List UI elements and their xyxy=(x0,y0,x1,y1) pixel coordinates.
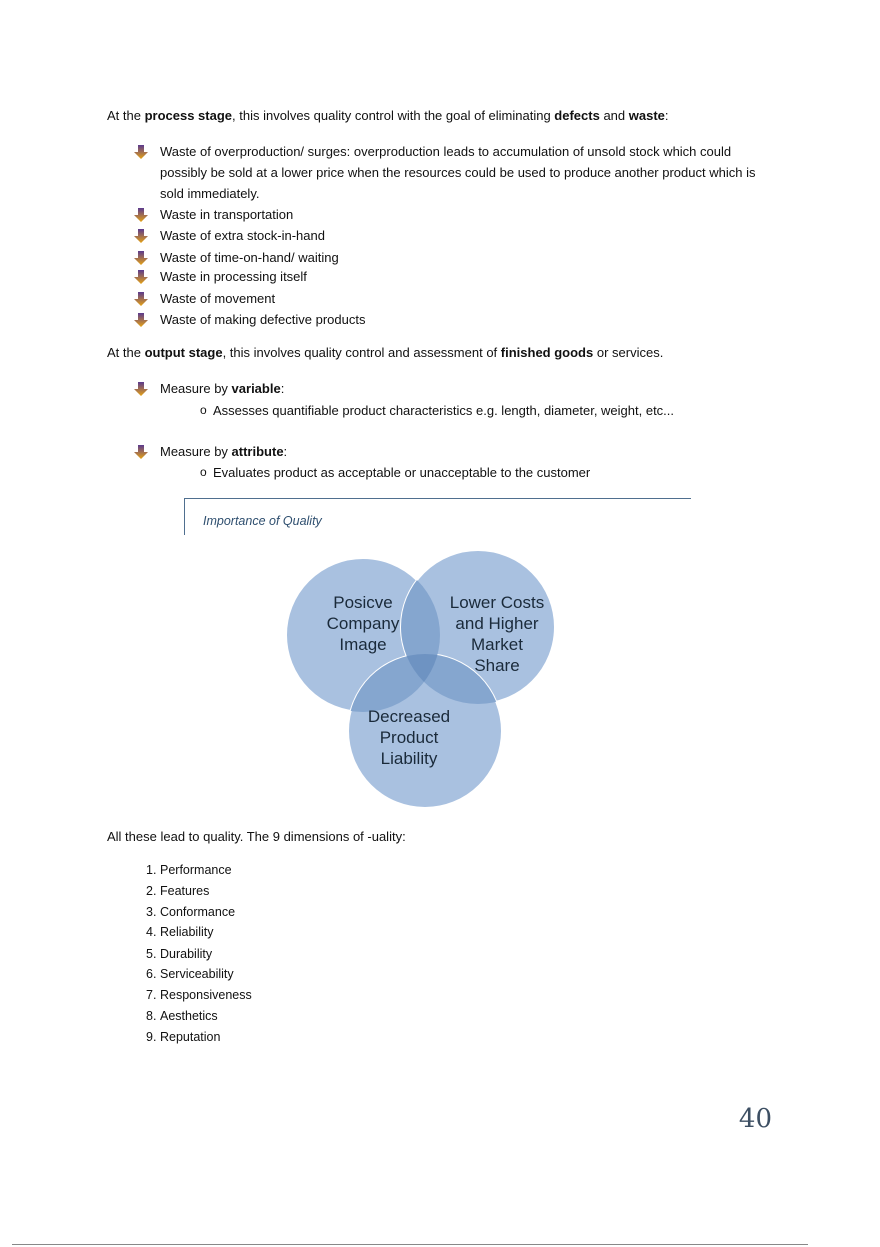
venn-label-product-liability: Decreased Product Liability xyxy=(367,707,451,768)
list-item xyxy=(146,947,212,961)
bold-text: defects xyxy=(554,108,600,123)
arrow-down-bullet-icon xyxy=(134,229,148,243)
text: , this involves quality control with the goal of eliminating xyxy=(232,108,555,123)
list-item xyxy=(146,988,252,1002)
list-number: 6. xyxy=(146,967,157,981)
arrow-down-bullet-icon xyxy=(134,145,148,159)
list-item-text: Features xyxy=(160,884,210,898)
text: : xyxy=(280,381,285,396)
text: : xyxy=(664,108,669,123)
list-number: 7. xyxy=(146,988,157,1002)
arrow-down-bullet-icon xyxy=(134,292,148,306)
text: At the xyxy=(107,345,145,360)
figure-caption-box xyxy=(184,498,691,535)
dimensions-intro: All these lead to quality. The 9 dimensions of -uality: xyxy=(107,829,406,844)
list-item xyxy=(146,1030,220,1044)
list-item xyxy=(146,884,209,898)
bullet-text: Waste of time-on-hand/ waiting xyxy=(160,250,339,265)
list-number: 3. xyxy=(146,905,157,919)
sub-list-item xyxy=(200,403,674,418)
list-item-text: Conformance xyxy=(160,905,236,919)
list-item-text: Reliability xyxy=(160,925,214,939)
text: : xyxy=(283,444,288,459)
list-item xyxy=(134,144,784,204)
list-item xyxy=(134,312,784,330)
bullet-text: Waste of extra stock-in-hand xyxy=(160,228,325,243)
sub-item-text: Assesses quantifiable product characteristics e.g. length, diameter, weight, etc... xyxy=(213,403,675,418)
list-item-text: Reputation xyxy=(160,1030,221,1044)
bold-text: output stage xyxy=(144,345,223,360)
list-item xyxy=(146,1009,218,1023)
list-item xyxy=(146,925,214,939)
arrow-down-bullet-icon xyxy=(134,313,148,327)
sub-item-text: Evaluates product as acceptable or unacceptable to the customer xyxy=(213,465,591,480)
list-item xyxy=(134,228,784,246)
sub-list-item xyxy=(200,465,590,480)
footer-divider xyxy=(12,1244,808,1245)
list-item xyxy=(134,269,784,287)
arrow-down-bullet-icon xyxy=(134,382,148,396)
list-item-text: Performance xyxy=(160,863,232,877)
list-item xyxy=(146,905,235,919)
measure-attribute-item xyxy=(134,444,784,462)
text: , this involves quality control and assessment of xyxy=(222,345,501,360)
text: Measure by xyxy=(160,444,232,459)
bold-text: process stage xyxy=(144,108,233,123)
list-number: 5. xyxy=(146,947,157,961)
measure-variable-item xyxy=(134,381,784,399)
list-item-text: Aesthetics xyxy=(160,1009,218,1023)
text: and xyxy=(599,108,629,123)
venn-diagram xyxy=(280,545,570,815)
output-stage-paragraph xyxy=(107,344,663,362)
list-item xyxy=(146,863,232,877)
list-item-text: Durability xyxy=(160,947,213,961)
list-number: 2. xyxy=(146,884,157,898)
venn-label-company-image: Posicve Company Image xyxy=(326,593,400,654)
list-number: 8. xyxy=(146,1009,157,1023)
text: At the xyxy=(107,108,145,123)
bullet-text: Waste of overproduction/ surges: overproduction leads to accumulation of unsold stock which could possibly be sold at a lower price when the resources could be used to produce another product which is sold immediately. xyxy=(160,144,756,201)
arrow-down-bullet-icon xyxy=(134,251,148,265)
arrow-down-bullet-icon xyxy=(134,270,148,284)
venn-label-lower-costs: Lower Costs and Higher Market Share xyxy=(449,593,545,675)
list-item xyxy=(146,967,234,981)
list-number: 4. xyxy=(146,925,157,939)
circle-bullet-marker: o xyxy=(200,465,207,479)
text: Measure by xyxy=(160,381,232,396)
circle-bullet-marker: o xyxy=(200,403,207,417)
process-stage-paragraph xyxy=(107,107,669,125)
page-number: 40 xyxy=(738,1104,772,1134)
arrow-down-bullet-icon xyxy=(134,208,148,222)
arrow-down-bullet-icon xyxy=(134,445,148,459)
list-item-text: Responsiveness xyxy=(160,988,252,1002)
bullet-text: Waste of movement xyxy=(160,291,276,306)
bold-text: waste xyxy=(628,108,665,123)
list-number: 1. xyxy=(146,863,157,877)
bullet-text: Waste of making defective products xyxy=(160,312,366,327)
bullet-text: Waste in transportation xyxy=(160,207,294,222)
text: or services. xyxy=(593,345,664,360)
bold-text: variable xyxy=(231,381,281,396)
figure-caption: Importance of Quality xyxy=(203,514,322,528)
list-number: 9. xyxy=(146,1030,157,1044)
bold-text: finished goods xyxy=(500,345,594,360)
list-item xyxy=(134,207,784,225)
bullet-text: Waste in processing itself xyxy=(160,269,307,284)
bold-text: attribute xyxy=(231,444,284,459)
list-item-text: Serviceability xyxy=(160,967,234,981)
list-item xyxy=(134,291,784,309)
